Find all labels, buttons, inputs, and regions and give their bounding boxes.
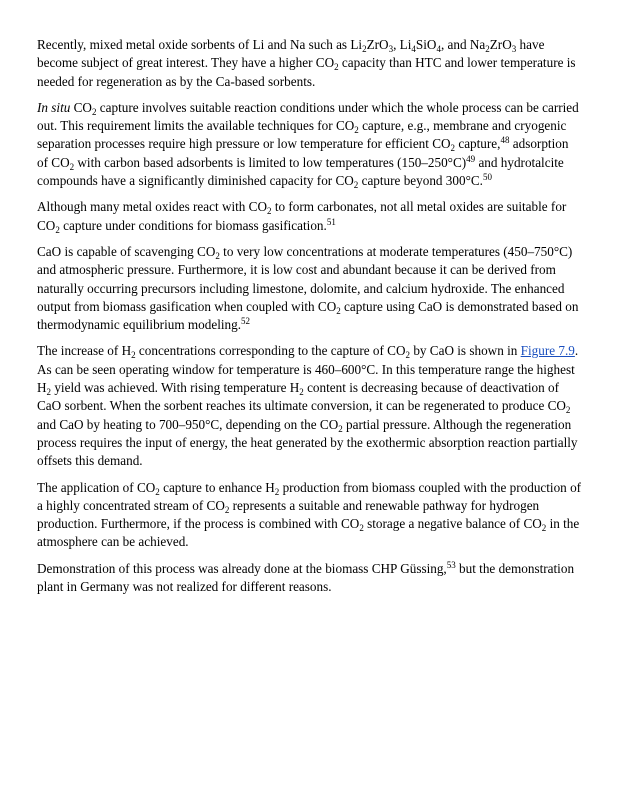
- reference-superscript[interactable]: 51: [326, 216, 336, 227]
- subscript: 3: [511, 44, 517, 54]
- subscript: 2: [359, 523, 364, 534]
- text-run: and hydrotalcite compounds have a significantly diminished capacity for CO: [37, 154, 564, 189]
- paragraph: [37, 243, 582, 334]
- text-run: capture, e.g., membrane and cryogenic separation processes require high pressure or low temperature for efficient CO: [37, 118, 567, 152]
- subscript: 2: [224, 504, 230, 515]
- paragraph: [37, 99, 582, 190]
- text-run: production from biomass coupled with the production of a highly concentrated stream of CO: [37, 479, 582, 513]
- reference-superscript[interactable]: 48: [500, 135, 510, 146]
- text-run: CO: [70, 99, 92, 115]
- reference-superscript[interactable]: 52: [241, 316, 251, 327]
- subscript: 2: [91, 106, 97, 117]
- text-run: in the atmosphere can be achieved.: [37, 516, 580, 550]
- reference-superscript[interactable]: 49: [466, 153, 476, 164]
- text-run: by CaO is shown in: [410, 343, 521, 359]
- subscript: 3: [388, 44, 394, 54]
- paragraph: [37, 560, 582, 597]
- paragraph: [37, 198, 582, 235]
- text-run: capture using CaO is demonstrated based on thermodynamic equilibrium modeling.: [37, 298, 579, 333]
- text-run: with carbon based adsorbents is limited to low temperatures (150–250°C): [74, 154, 467, 170]
- subscript: 4: [411, 44, 416, 54]
- text-run: but the demonstration plant in Germany was not realized for different reasons.: [37, 560, 575, 595]
- subscript: 2: [338, 423, 343, 434]
- subscript: 2: [267, 206, 272, 217]
- text-run: storage a negative balance of CO: [363, 516, 542, 532]
- text-run: , and Na: [440, 37, 486, 52]
- text-run: , Li: [393, 37, 412, 52]
- reference-superscript[interactable]: 50: [482, 172, 492, 183]
- subscript: 2: [274, 486, 280, 497]
- text-run: capture to enhance H: [159, 479, 275, 495]
- subscript: 2: [354, 125, 359, 136]
- text-run: to form carbonates, not all metal oxides are suitable for CO: [37, 199, 567, 233]
- subscript: 2: [450, 143, 456, 154]
- italic-text: In situ: [37, 99, 71, 115]
- text-run: CaO is capable of scavenging CO: [37, 243, 216, 259]
- text-run: Although many metal oxides react with CO: [37, 199, 268, 215]
- text-run: capacity than HTC and lower temperature is needed for regeneration as by the Ca-based sorbents.: [37, 55, 576, 89]
- text-run: capture beyond 300°C.: [358, 173, 483, 189]
- text-run: content is decreasing because of deactivation of CaO sorbent. When the sorbent reaches its ultimate conversion, it can be regenerated to produce CO: [37, 380, 566, 414]
- subscript: 2: [541, 523, 547, 534]
- text-run: Recently, mixed metal oxide sorbents of Li and Na such as Li: [37, 37, 363, 52]
- text-run: The application of CO: [37, 479, 156, 495]
- paragraph: [37, 342, 582, 470]
- text-run: . As can be seen operating window for temperature is 460–600°C. In this temperature range the highest H: [37, 343, 579, 396]
- text-run: to very low concentrations at moderate temperatures (450–750°C) and atmospheric pressure. Furthermore, it is low cost and abundant because it can be derived from naturally occurring precursors including limestone, dolomite, and calcium hydroxide. The enhanced output from biomass gasification when coupled with CO: [37, 243, 573, 314]
- text-run: The increase of H: [37, 343, 132, 359]
- subscript: 2: [334, 62, 339, 73]
- text-run: yield was achieved. With rising temperature H: [51, 380, 300, 396]
- document-body: [37, 36, 582, 604]
- subscript: 2: [565, 405, 571, 416]
- subscript: 2: [405, 350, 411, 361]
- text-run: SiO: [415, 37, 437, 52]
- subscript: 2: [336, 305, 341, 316]
- subscript: 2: [215, 250, 220, 261]
- text-run: partial pressure. Although the regeneration process requires the input of energy, the heat generated by the exothermic absorption reaction partially offsets this demand.: [37, 416, 578, 469]
- subscript: 2: [353, 180, 359, 191]
- subscript: 2: [485, 44, 490, 54]
- figure-link[interactable]: Figure 7.9: [520, 343, 575, 359]
- paragraph: [37, 479, 582, 552]
- text-run: have become subject of great interest. They have a higher CO: [37, 37, 545, 71]
- subscript: 2: [46, 387, 52, 398]
- text-run: Demonstration of this process was already done at the biomass CHP Güssing,: [37, 560, 447, 576]
- text-run: capture under conditions for biomass gasification.: [59, 217, 327, 233]
- reference-superscript[interactable]: 53: [446, 559, 456, 570]
- subscript: 2: [362, 44, 367, 54]
- text-run: capture,: [455, 136, 501, 152]
- text-run: concentrations corresponding to the capture of CO: [135, 343, 406, 359]
- text-run: ZrO: [366, 37, 389, 52]
- subscript: 2: [131, 350, 136, 361]
- paragraph: [37, 36, 582, 91]
- subscript: 4: [436, 44, 441, 54]
- text-run: and CaO by heating to 700–950°C, depending on the CO: [37, 416, 339, 432]
- subscript: 2: [55, 224, 60, 235]
- subscript: 2: [299, 387, 304, 398]
- subscript: 2: [69, 161, 75, 172]
- text-run: ZrO: [489, 37, 512, 52]
- text-run: capture involves suitable reaction conditions under which the whole process can be carried out. This requirement limits the available techniques for CO: [37, 99, 579, 134]
- subscript: 2: [155, 486, 160, 497]
- text-run: represents a suitable and renewable pathway for hydrogen production. Furthermore, if the process is combined with CO: [37, 497, 540, 532]
- text-run: adsorption of CO: [37, 136, 569, 170]
